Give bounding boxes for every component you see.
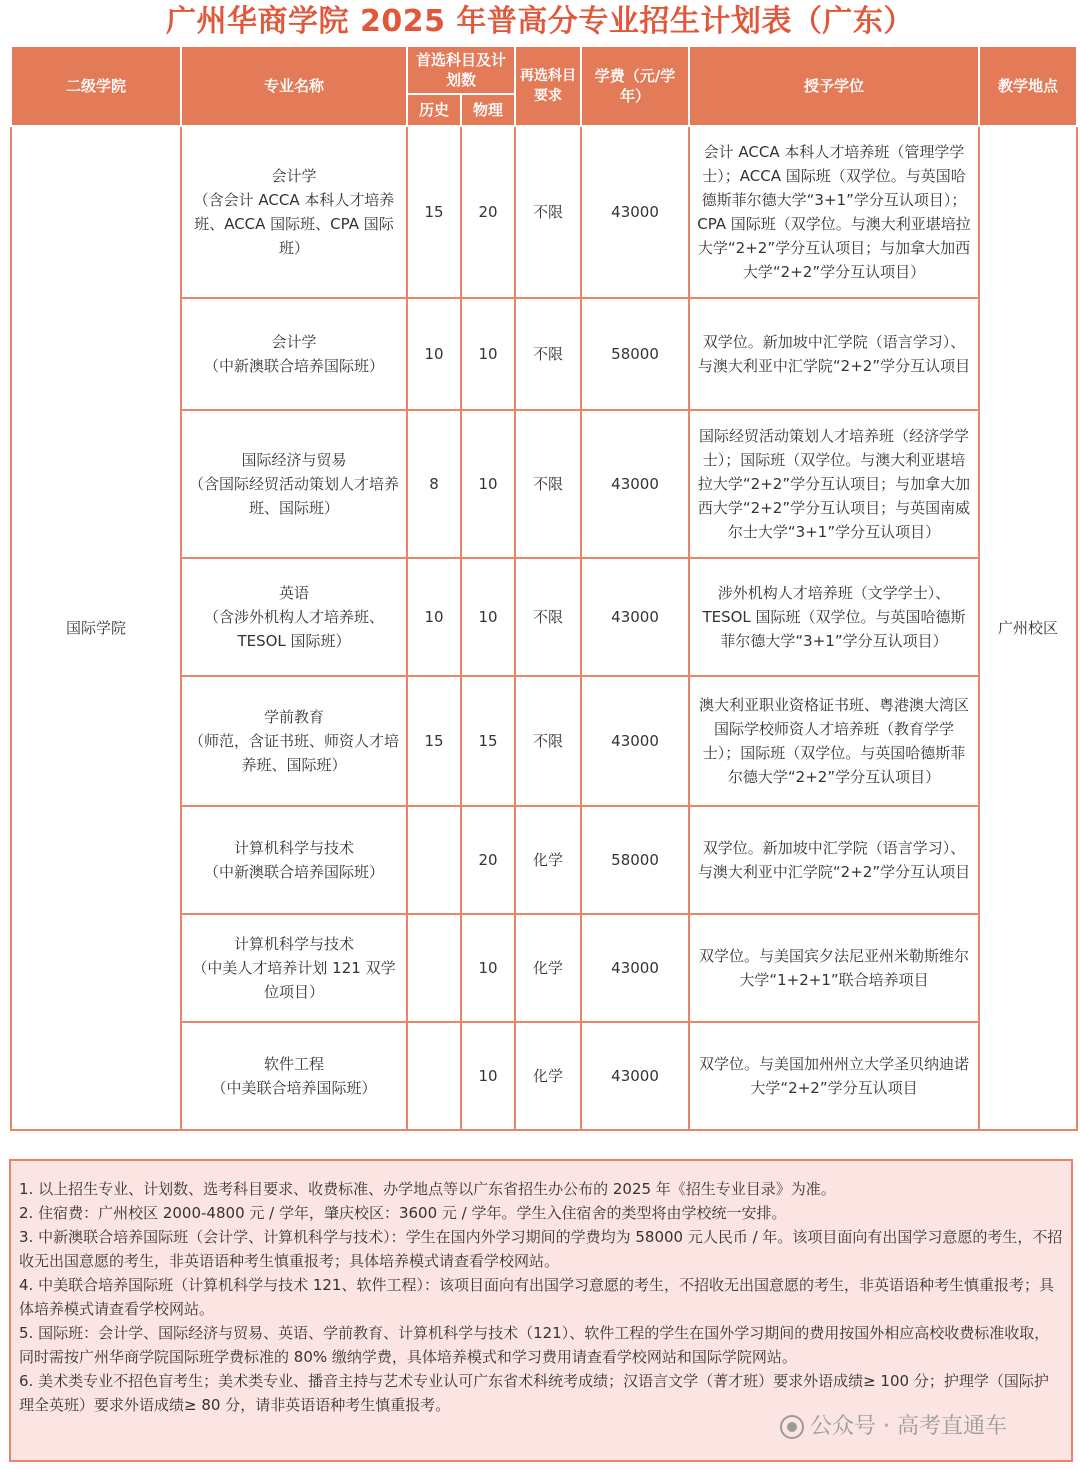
tuition-value: 43000 — [581, 558, 689, 676]
history-count: 10 — [407, 558, 461, 676]
major-cell — [181, 298, 407, 410]
major-cell — [181, 1022, 407, 1130]
page-title: 广州华商学院 2025 年普高分专业招生计划表（广东） — [166, 4, 914, 39]
physics-count: 15 — [461, 676, 515, 806]
major-name: 软件工程 — [263, 1055, 324, 1073]
degree-description: 双学位。新加坡中汇学院（语言学习）、与澳大利亚中汇学院“2+2”学分互认项目 — [689, 298, 979, 410]
header-reselect: 再选科目要求 — [515, 46, 581, 126]
watermark-text: 公众号 · 高考直通车 — [810, 1414, 1007, 1439]
note-item: 4. 中美联合培养国际班（计算机科学与技术 121、软件工程）：该项目面向有出国学习意愿的考生，不招收无出国意愿的考生，非英语语种考生慎重报考；具体培养模式请查看学校网站。 — [19, 1276, 1054, 1318]
reselect-requirement: 化学 — [515, 1022, 581, 1130]
major-sub: （含会计 ACCA 本科人才培养班、ACCA 国际班、CPA 国际班） — [193, 191, 395, 257]
note-item: 3. 中新澳联合培养国际班（会计学、计算机科学与技术）：学生在国内外学习期间的学费均为 58000 元人民币 / 年。该项目面向有出国学习意愿的考生，不招收无出国意愿的考生，非英语语种考生慎重报考；具体培养模式请查看学校网站。 — [19, 1228, 1063, 1270]
tuition-value: 43000 — [581, 914, 689, 1022]
major-cell — [181, 558, 407, 676]
physics-count: 20 — [461, 126, 515, 298]
header-location: 教学地点 — [979, 46, 1077, 126]
header-physics: 物理 — [461, 94, 515, 126]
history-count: 15 — [407, 676, 461, 806]
major-sub: （中美联合培养国际班） — [211, 1079, 377, 1097]
tuition-value: 58000 — [581, 298, 689, 410]
physics-count: 10 — [461, 298, 515, 410]
major-name: 会计学 — [271, 333, 317, 351]
wechat-official-account-icon — [780, 1415, 804, 1439]
history-count: 8 — [407, 410, 461, 558]
note-item: 6. 美术类专业不招色盲考生；美术类专业、播音主持与艺术专业认可广东省术科统考成绩；汉语言文学（菁才班）要求外语成绩≥ 100 分；护理学（国际护理全英班）要求外语成绩≥ 80 分，请非英语语种考生慎重报考。 — [19, 1372, 1049, 1414]
major-sub: （含国际经贸活动策划人才培养班、国际班） — [188, 475, 399, 517]
enrollment-plan-table — [10, 45, 1078, 1131]
degree-description: 国际经贸活动策划人才培养班（经济学学士）；国际班（双学位。与澳大利亚堪培拉大学“2+2”学分互认项目；与加拿大加西大学“2+2”学分互认项目；与英国南威尔士大学“3+1”学分互认项目） — [689, 410, 979, 558]
major-sub: （师范，含证书班、师资人才培养班、国际班） — [188, 732, 399, 774]
reselect-requirement: 化学 — [515, 914, 581, 1022]
location-cell: 广州校区 — [979, 126, 1077, 1130]
tuition-value: 43000 — [581, 126, 689, 298]
tuition-value: 58000 — [581, 806, 689, 914]
major-name: 计算机科学与技术 — [233, 839, 354, 857]
tuition-value: 43000 — [581, 410, 689, 558]
reselect-requirement: 不限 — [515, 126, 581, 298]
history-count — [407, 806, 461, 914]
note-item: 5. 国际班：会计学、国际经济与贸易、英语、学前教育、计算机科学与技术（121）、软件工程的学生在国外学习期间的费用按国外相应高校收费标准收取，同时需按广州华商学院国际班学费标准的 80% 缴纳学费，具体培养模式和学习费用请查看学校网站和国际学院网站。 — [19, 1324, 1050, 1366]
reselect-requirement: 不限 — [515, 676, 581, 806]
header-history: 历史 — [407, 94, 461, 126]
major-cell — [181, 126, 407, 298]
physics-count: 10 — [461, 1022, 515, 1130]
history-count: 10 — [407, 298, 461, 410]
reselect-requirement: 化学 — [515, 806, 581, 914]
major-cell — [181, 676, 407, 806]
college-cell: 国际学院 — [11, 126, 181, 1130]
degree-description: 涉外机构人才培养班（文学学士）、TESOL 国际班（双学位。与英国哈德斯菲尔德大学“3+1”学分互认项目） — [689, 558, 979, 676]
reselect-requirement: 不限 — [515, 410, 581, 558]
table-row — [11, 126, 1077, 298]
history-count — [407, 914, 461, 1022]
major-name: 计算机科学与技术 — [233, 935, 354, 953]
header-tuition: 学费（元/学年） — [581, 46, 689, 126]
reselect-requirement: 不限 — [515, 298, 581, 410]
degree-description: 双学位。新加坡中汇学院（语言学习）、与澳大利亚中汇学院“2+2”学分互认项目 — [689, 806, 979, 914]
degree-description: 双学位。与美国宾夕法尼亚州米勒斯维尔大学“1+2+1”联合培养项目 — [689, 914, 979, 1022]
physics-count: 10 — [461, 914, 515, 1022]
history-count — [407, 1022, 461, 1130]
major-name: 会计学 — [271, 167, 317, 185]
history-count: 15 — [407, 126, 461, 298]
major-sub: （含涉外机构人才培养班、TESOL 国际班） — [203, 608, 384, 650]
major-name: 国际经济与贸易 — [241, 451, 347, 469]
header-degree: 授予学位 — [689, 46, 979, 126]
tuition-value: 43000 — [581, 1022, 689, 1130]
reselect-requirement: 不限 — [515, 558, 581, 676]
tuition-value: 43000 — [581, 676, 689, 806]
physics-count: 20 — [461, 806, 515, 914]
degree-description: 澳大利亚职业资格证书班、粤港澳大湾区国际学校师资人才培养班（教育学学士）；国际班（双学位。与英国哈德斯菲尔德大学“2+2”学分互认项目） — [689, 676, 979, 806]
major-name: 学前教育 — [263, 708, 324, 726]
major-sub: （中新澳联合培养国际班） — [203, 863, 384, 881]
physics-count: 10 — [461, 410, 515, 558]
major-sub: （中新澳联合培养国际班） — [203, 357, 384, 375]
header-college: 二级学院 — [11, 46, 181, 126]
major-cell — [181, 410, 407, 558]
header-plan: 首选科目及计划数 — [407, 46, 515, 94]
note-item: 1. 以上招生专业、计划数、选考科目要求、收费标准、办学地点等以广东省招生办公布的 2025 年《招生专业目录》为准。 — [19, 1180, 836, 1198]
degree-description: 双学位。与美国加州州立大学圣贝纳迪诺大学“2+2”学分互认项目 — [689, 1022, 979, 1130]
major-sub: （中美人才培养计划 121 双学位项目） — [192, 959, 396, 1001]
watermark — [780, 1410, 1007, 1444]
header-major: 专业名称 — [181, 46, 407, 126]
major-cell — [181, 914, 407, 1022]
physics-count: 10 — [461, 558, 515, 676]
note-item: 2. 住宿费：广州校区 2000-4800 元 / 学年，肇庆校区：3600 元 / 学年。学生入住宿舍的类型将由学校统一安排。 — [19, 1204, 787, 1222]
degree-description: 会计 ACCA 本科人才培养班（管理学学士）；ACCA 国际班（双学位。与英国哈德斯菲尔德大学“3+1”学分互认项目）；CPA 国际班（双学位。与澳大利亚堪培拉大学“2+2”学分互认项目；与加拿大加西大学“2+2”学分互认项目） — [689, 126, 979, 298]
major-name: 英语 — [278, 584, 309, 602]
major-cell — [181, 806, 407, 914]
